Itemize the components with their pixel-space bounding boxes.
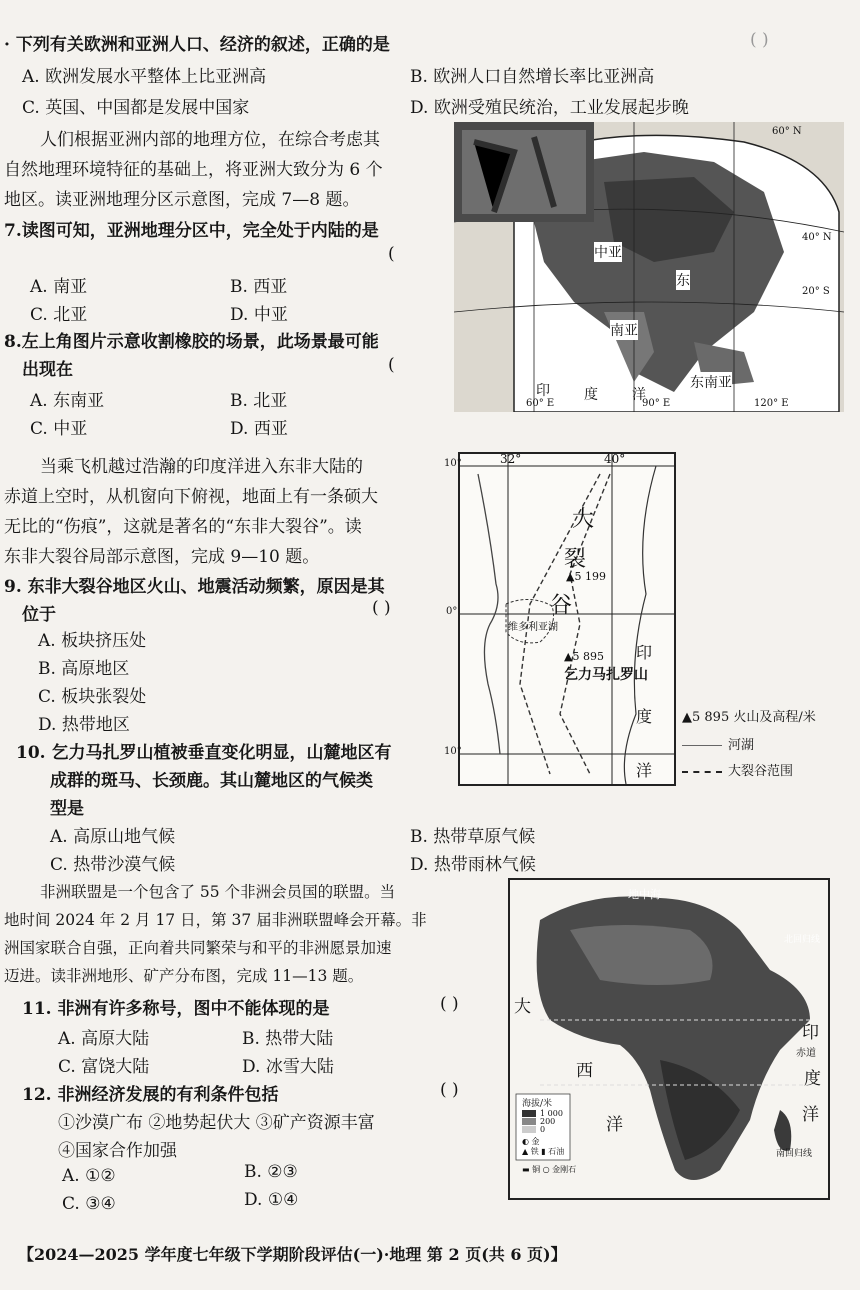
- rift-big-char-1: 大: [572, 507, 595, 532]
- legend-rift: 大裂谷范围: [682, 760, 793, 779]
- q9-option-d: D. 热带地区: [38, 715, 130, 735]
- q12-items-line1: ①沙漠广布 ②地势起伏大 ③矿产资源丰富: [58, 1113, 375, 1133]
- africa-legend-gold: ◐ 金: [522, 1137, 540, 1146]
- africa-legend-iron-oil: ▲ 铁 ▮ 石油: [522, 1147, 565, 1156]
- africa-label-indian-3: 洋: [802, 1105, 819, 1125]
- rift-lat-0: 0°: [446, 606, 458, 617]
- africa-label-mediterranean: 地中海: [628, 888, 661, 901]
- q12-option-a: A. ①②: [62, 1166, 116, 1186]
- africa-legend-1000: 1 000: [540, 1109, 563, 1118]
- q8-option-a: A. 东南亚: [30, 391, 105, 411]
- question-9-paren: ( ): [372, 598, 391, 618]
- intro-11-13-line4: 迈进。读非洲地形、矿产分布图，完成 11—13 题。: [4, 967, 364, 985]
- asia-label-east: 东: [676, 270, 690, 290]
- q9-option-c: C. 板块张裂处: [38, 687, 147, 707]
- q12-option-c: C. ③④: [62, 1194, 116, 1214]
- page-footer: 【2024—2025 学年度七年级下学期阶段评估(一)·地理 第 2 页(共 6 页)】: [18, 1245, 567, 1264]
- question-9-stem2: 位于: [22, 605, 56, 625]
- question-7-paren: (: [388, 244, 395, 264]
- asia-map-graphic: [454, 122, 844, 412]
- africa-label-atlantic-3: 洋: [606, 1115, 623, 1135]
- question-8-stem: 8.左上角图片示意收割橡胶的场景，此场景最可能: [4, 332, 379, 352]
- q9-option-a: A. 板块挤压处: [38, 631, 147, 651]
- question-11-paren: ( ): [440, 994, 459, 1014]
- q10-option-a: A. 高原山地气候: [50, 827, 176, 847]
- east-africa-rift-map: [458, 452, 676, 786]
- intro-7-8-line2: 自然地理环境特征的基础上，将亚洲大致分为 6 个: [4, 160, 383, 180]
- rift-map-graphic: [460, 454, 674, 784]
- q8-option-b: B. 北亚: [230, 391, 288, 411]
- intro-11-13-line3: 洲国家联合自强，正向着共同繁荣与和平的非洲愿景加速: [4, 939, 392, 957]
- rift-ocean-char-1: 印: [636, 643, 653, 662]
- rift-big-char-2: 裂: [564, 547, 587, 572]
- intro-9-10-line3: 无比的“伤痕”，这就是著名的“东非大裂谷”。读: [4, 517, 362, 537]
- asia-lon-90e: 90° E: [642, 398, 671, 409]
- q6-option-d: D. 欧洲受殖民统治，工业发展起步晚: [410, 98, 689, 118]
- rift-lon-32: 32°: [500, 452, 522, 466]
- rift-peak-5199: ▲5 199: [566, 570, 606, 583]
- question-6-paren: ( ): [750, 30, 769, 50]
- africa-label-atlantic-1: 大: [514, 997, 531, 1017]
- q6-option-c: C. 英国、中国都是发展中国家: [22, 98, 250, 118]
- asia-lat-40n: 40° N: [802, 232, 832, 243]
- rift-peak-5895: ▲5 895: [564, 650, 604, 663]
- africa-label-tropic-capricorn: 南回归线: [776, 1149, 813, 1159]
- q10-option-b: B. 热带草原气候: [410, 827, 536, 847]
- asia-label-indian-ocean-1: 印: [536, 383, 550, 399]
- question-10-stem3: 型是: [50, 799, 84, 819]
- q12-option-b: B. ②③: [244, 1162, 298, 1182]
- legend-river: 河湖: [682, 734, 754, 753]
- rift-ocean-char-3: 洋: [636, 761, 653, 780]
- q11-option-b: B. 热带大陆: [242, 1029, 334, 1049]
- q10-option-d: D. 热带雨林气候: [410, 855, 536, 875]
- question-11-stem: 11. 非洲有许多称号，图中不能体现的是: [22, 999, 330, 1019]
- question-12-paren: ( ): [440, 1080, 459, 1100]
- asia-label-south-asia: 南亚: [610, 320, 638, 340]
- asia-label-southeast-asia: 东南亚: [690, 372, 732, 392]
- q7-option-d: D. 中亚: [230, 305, 288, 325]
- q6-option-b: B. 欧洲人口自然增长率比亚洲高: [410, 67, 655, 87]
- q7-option-a: A. 南亚: [30, 277, 88, 297]
- africa-label-tropic-cancer: 北回归线: [784, 935, 821, 945]
- question-10-stem2: 成群的斑马、长颈鹿。其山麓地区的气候类: [50, 771, 373, 791]
- africa-label-atlantic-2: 西: [576, 1061, 593, 1081]
- question-10-stem: 10. 乞力马扎罗山植被垂直变化明显，山麓地区有: [16, 743, 392, 763]
- rift-big-char-3: 谷: [550, 593, 573, 618]
- q8-option-c: C. 中亚: [30, 419, 88, 439]
- asia-lon-120e: 120° E: [754, 398, 789, 409]
- question-7-stem: 7.读图可知，亚洲地理分区中，完全处于内陆的是: [4, 221, 379, 241]
- asia-lon-60e: 60° E: [526, 398, 555, 409]
- q11-option-c: C. 富饶大陆: [58, 1057, 150, 1077]
- rift-ocean-char-2: 度: [636, 707, 653, 726]
- asia-lat-20s: 20° S: [802, 286, 830, 297]
- rift-lon-40: 40°: [604, 452, 626, 466]
- intro-11-13-line2: 地时间 2024 年 2 月 17 日，第 37 届非洲联盟峰会开幕。非: [4, 911, 427, 929]
- question-9-stem: 9. 东非大裂谷地区火山、地震活动频繁，原因是其: [4, 577, 385, 597]
- africa-label-equator: 赤道: [796, 1048, 816, 1059]
- intro-7-8-line1: 人们根据亚洲内部的地理方位，在综合考虑其: [40, 130, 380, 150]
- q7-option-b: B. 西亚: [230, 277, 288, 297]
- africa-legend-title: 海拔/米: [522, 1099, 553, 1109]
- asia-label-indian-ocean-3: 洋: [632, 387, 646, 403]
- rift-lat-10n: 10°: [444, 458, 462, 469]
- intro-7-8-line3: 地区。读亚洲地理分区示意图，完成 7—8 题。: [4, 190, 360, 210]
- rift-lake-victoria: 维多利亚湖: [508, 622, 558, 633]
- q8-option-d: D. 西亚: [230, 419, 288, 439]
- africa-label-indian-2: 度: [804, 1069, 821, 1089]
- q11-option-d: D. 冰雪大陆: [242, 1057, 334, 1077]
- asia-label-central-asia: 中亚: [594, 242, 622, 262]
- intro-9-10-line1: 当乘飞机越过浩瀚的印度洋进入东非大陆的: [40, 457, 363, 477]
- intro-9-10-line2: 赤道上空时，从机窗向下俯视，地面上有一条硕大: [4, 487, 378, 507]
- africa-terrain-mineral-map: [508, 878, 830, 1200]
- africa-legend-copper-diamond: ▬ 铜 ○ 金刚石: [522, 1165, 577, 1174]
- rift-kilimanjaro-label: 乞力马扎罗山: [564, 667, 648, 683]
- legend-volcano: ▲5 895 火山及高程/米: [682, 710, 816, 725]
- q9-option-b: B. 高原地区: [38, 659, 130, 679]
- intro-11-13-line1: 非洲联盟是一个包含了 55 个非洲会员国的联盟。当: [40, 883, 396, 901]
- question-8-paren: (: [388, 355, 395, 375]
- asia-region-map: [454, 122, 844, 412]
- q11-option-a: A. 高原大陆: [58, 1029, 150, 1049]
- q7-option-c: C. 北亚: [30, 305, 88, 325]
- africa-legend-0: 0: [540, 1125, 546, 1134]
- question-6-stem: · 下列有关欧洲和亚洲人口、经济的叙述，正确的是: [4, 35, 390, 55]
- africa-label-indian-1: 印: [802, 1023, 819, 1043]
- asia-label-indian-ocean-2: 度: [584, 387, 598, 403]
- africa-legend-200: 200: [540, 1117, 556, 1126]
- rift-lat-10s: 10°: [444, 746, 462, 757]
- q6-option-a: A. 欧洲发展水平整体上比亚洲高: [22, 67, 267, 87]
- question-8-stem2: 出现在: [22, 360, 73, 380]
- q10-option-c: C. 热带沙漠气候: [50, 855, 176, 875]
- asia-lat-60n: 60° N: [772, 126, 802, 137]
- question-12-stem: 12. 非洲经济发展的有利条件包括: [22, 1085, 279, 1105]
- q12-option-d: D. ①④: [244, 1190, 299, 1210]
- intro-9-10-line4: 东非大裂谷局部示意图，完成 9—10 题。: [4, 547, 320, 567]
- q12-items-line2: ④国家合作加强: [58, 1141, 177, 1161]
